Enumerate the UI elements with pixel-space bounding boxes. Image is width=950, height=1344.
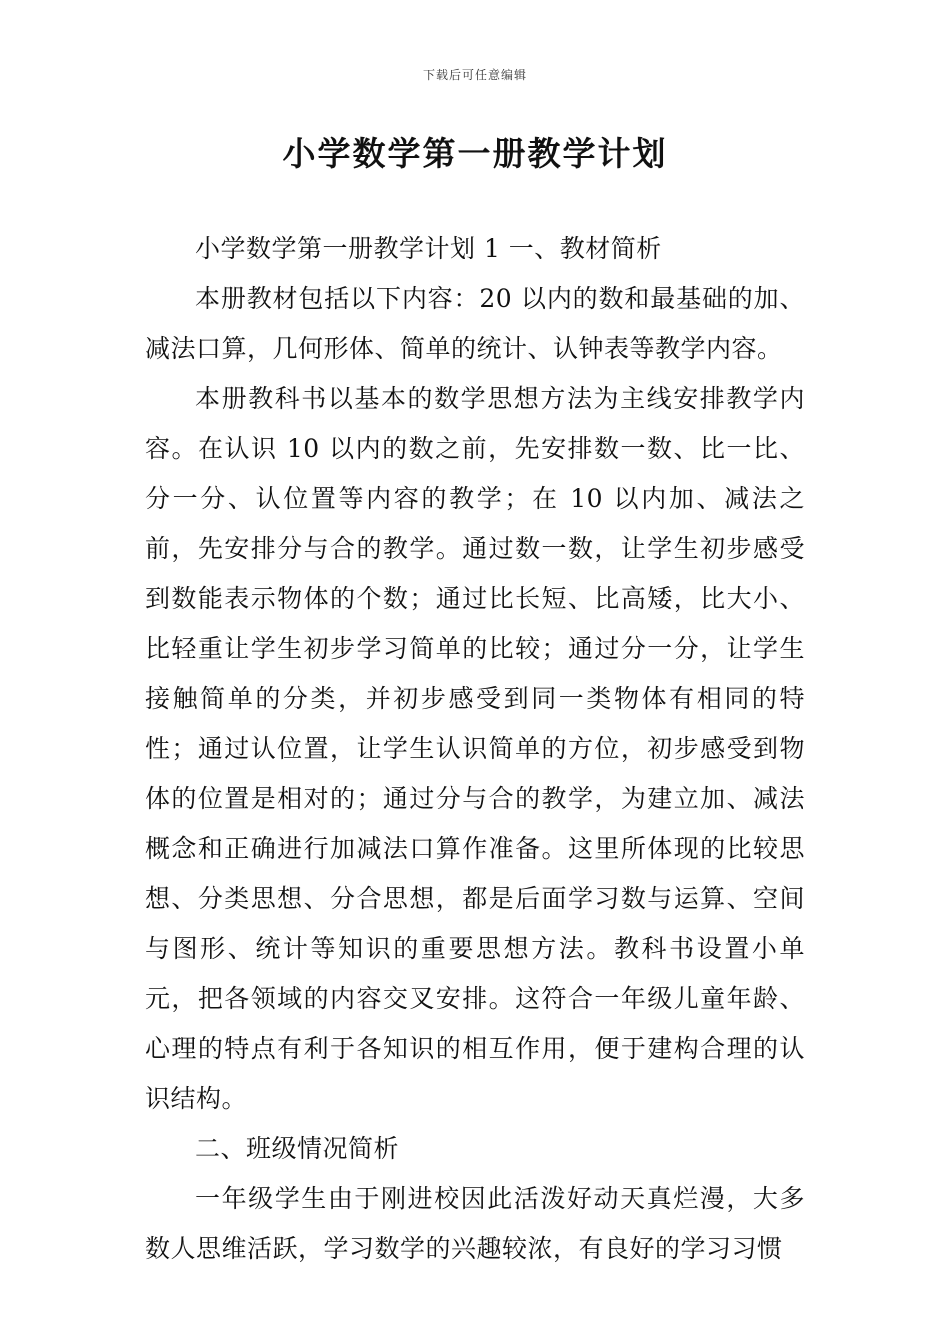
paragraph-class-analysis: 一年级学生由于刚进校因此活泼好动天真烂漫，大多数人思维活跃，学习数学的兴趣较浓，有良好的学习习惯 [145, 1184, 805, 1263]
paragraph-textbook-heading: 小学数学第一册教学计划 1 一、教材简析 [195, 234, 662, 263]
document-body [145, 224, 805, 1274]
document-title: 小学数学第一册教学计划 [282, 134, 668, 173]
header-note: 下载后可任意编辑 [422, 68, 527, 82]
paragraph-contents: 本册教材包括以下内容：20 以内的数和最基础的加、减法口算，几何形体、简单的统计、认钟表等教学内容。 [145, 284, 805, 363]
paragraph-method: 本册教科书以基本的数学思想方法为主线安排教学内容。在认识 10 以内的数之前，先安排数一数、比一比、分一分、认位置等内容的教学；在 10 以内加、减法之前，先安排分与合的教学。通过数一数，让学生初步感受到数能表示物体的个数；通过比长短、比高矮，比大小、比轻重让学生初步学习简单的比较；通过分一分，让学生接触简单的分类，并初步感受到同一类物体有相同的特性；通过认位置，让学生认识简单的方位，初步感受到物体的位置是相对的；通过分与合的教学，为建立加、减法概念和正确进行加减法口算作准备。这里所体现的比较思想、分类思想、分合思想，都是后面学习数与运算、空间与图形、统计等知识的重要思想方法。教科书设置小单元，把各领域的内容交叉安排。这符合一年级儿童年龄、心理的特点有利于各知识的相互作用，便于建构合理的认识结构。 [145, 384, 805, 1113]
paragraph-class-heading: 二、班级情况简析 [195, 1134, 400, 1163]
